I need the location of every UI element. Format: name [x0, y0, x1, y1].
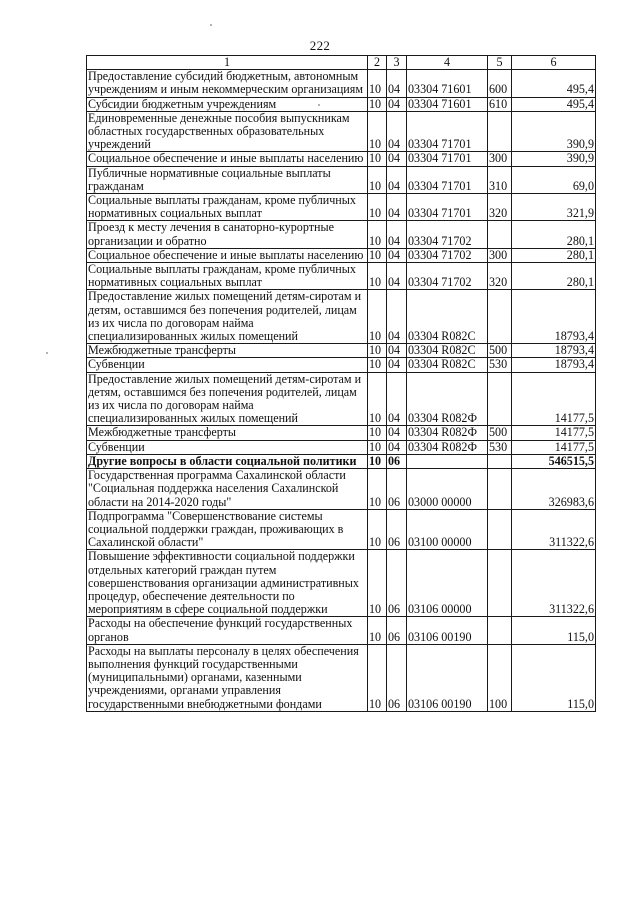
cell-vr: 300 — [488, 248, 512, 262]
cell-pr: 04 — [387, 97, 407, 111]
cell-rz: 10 — [368, 166, 387, 193]
cell-vr: 320 — [488, 263, 512, 290]
cell-sum: 18793,4 — [512, 290, 596, 344]
cell-name: Социальные выплаты гражданам, кроме публичных нормативных социальных выплат — [87, 263, 368, 290]
cell-sum: 115,0 — [512, 644, 596, 711]
table-row — [87, 111, 596, 152]
cell-csr: 03304 71702 — [407, 248, 488, 262]
table-row — [87, 509, 596, 550]
cell-name: Социальное обеспечение и иные выплаты населению — [87, 152, 368, 166]
cell-csr: 03304 71601 — [407, 97, 488, 111]
scan-speck — [318, 104, 320, 106]
cell-rz: 10 — [368, 194, 387, 221]
cell-csr: 03304 R082С — [407, 358, 488, 372]
cell-vr — [488, 290, 512, 344]
cell-csr: 03304 71701 — [407, 111, 488, 152]
cell-vr — [488, 550, 512, 617]
cell-rz: 10 — [368, 550, 387, 617]
cell-vr: 300 — [488, 152, 512, 166]
cell-rz: 10 — [368, 644, 387, 711]
cell-sum: 115,0 — [512, 617, 596, 644]
cell-sum: 390,9 — [512, 111, 596, 152]
cell-rz: 10 — [368, 454, 387, 468]
cell-sum: 18793,4 — [512, 344, 596, 358]
cell-sum: 14177,5 — [512, 426, 596, 440]
table-row — [87, 166, 596, 193]
cell-name: Повышение эффективности социальной поддержки отдельных категорий граждан путем совершенствования организации административных процедур, обеспечение деятельности по мероприятиям в сфере социальной поддержки — [87, 550, 368, 617]
cell-name: Публичные нормативные социальные выплаты гражданам — [87, 166, 368, 193]
cell-sum: 14177,5 — [512, 440, 596, 454]
cell-pr: 04 — [387, 111, 407, 152]
table-row — [87, 344, 596, 358]
cell-sum: 321,9 — [512, 194, 596, 221]
cell-sum: 495,4 — [512, 97, 596, 111]
table-row — [87, 358, 596, 372]
cell-name: Субсидии бюджетным учреждениям — [87, 97, 368, 111]
table-row — [87, 290, 596, 344]
cell-rz: 10 — [368, 290, 387, 344]
cell-vr — [488, 372, 512, 426]
column-header: 2 — [368, 56, 387, 70]
cell-sum: 18793,4 — [512, 358, 596, 372]
column-header: 5 — [488, 56, 512, 70]
cell-rz: 10 — [368, 358, 387, 372]
cell-pr: 04 — [387, 440, 407, 454]
cell-pr: 04 — [387, 166, 407, 193]
cell-sum: 495,4 — [512, 70, 596, 97]
cell-rz: 10 — [368, 70, 387, 97]
cell-vr — [488, 617, 512, 644]
table-row — [87, 617, 596, 644]
cell-sum: 280,1 — [512, 263, 596, 290]
cell-sum: 311322,6 — [512, 550, 596, 617]
cell-name: Межбюджетные трансферты — [87, 344, 368, 358]
cell-name: Межбюджетные трансферты — [87, 426, 368, 440]
cell-vr — [488, 509, 512, 550]
column-header: 4 — [407, 56, 488, 70]
cell-vr: 600 — [488, 70, 512, 97]
cell-rz: 10 — [368, 111, 387, 152]
table-row — [87, 194, 596, 221]
cell-vr: 530 — [488, 358, 512, 372]
cell-rz: 10 — [368, 617, 387, 644]
cell-rz: 10 — [368, 248, 387, 262]
cell-name: Социальное обеспечение и иные выплаты населению — [87, 248, 368, 262]
cell-vr: 310 — [488, 166, 512, 193]
table-row — [87, 372, 596, 426]
cell-pr: 04 — [387, 358, 407, 372]
cell-vr — [488, 454, 512, 468]
scan-speck — [210, 24, 212, 26]
cell-vr: 500 — [488, 344, 512, 358]
cell-name: Подпрограмма "Совершенствование системы социальной поддержки граждан, проживающих в Сахалинской области" — [87, 509, 368, 550]
cell-rz: 10 — [368, 426, 387, 440]
cell-csr: 03304 R082С — [407, 344, 488, 358]
cell-rz: 10 — [368, 344, 387, 358]
cell-pr: 06 — [387, 454, 407, 468]
column-header: 6 — [512, 56, 596, 70]
cell-sum: 14177,5 — [512, 372, 596, 426]
cell-rz: 10 — [368, 509, 387, 550]
cell-csr: 03304 71601 — [407, 70, 488, 97]
cell-rz: 10 — [368, 440, 387, 454]
cell-rz: 10 — [368, 152, 387, 166]
cell-csr: 03106 00190 — [407, 644, 488, 711]
cell-pr: 06 — [387, 617, 407, 644]
cell-csr: 03304 71702 — [407, 263, 488, 290]
table-row — [87, 97, 596, 111]
cell-csr: 03304 R082Ф — [407, 440, 488, 454]
table-row — [87, 440, 596, 454]
cell-csr: 03304 71701 — [407, 166, 488, 193]
cell-name: Социальные выплаты гражданам, кроме публичных нормативных социальных выплат — [87, 194, 368, 221]
cell-pr: 06 — [387, 509, 407, 550]
table-header-row — [87, 56, 596, 70]
cell-csr: 03106 00000 — [407, 550, 488, 617]
cell-csr: 03304 R082Ф — [407, 372, 488, 426]
cell-sum: 69,0 — [512, 166, 596, 193]
cell-pr: 06 — [387, 644, 407, 711]
table-row — [87, 263, 596, 290]
cell-pr: 04 — [387, 194, 407, 221]
cell-name: Проезд к месту лечения в санаторно-курортные организации и обратно — [87, 221, 368, 248]
cell-sum: 326983,6 — [512, 469, 596, 510]
cell-pr: 04 — [387, 290, 407, 344]
cell-pr: 04 — [387, 263, 407, 290]
cell-name: Государственная программа Сахалинской области "Социальная поддержка населения Сахалинской области на 2014-2020 годы" — [87, 469, 368, 510]
cell-csr: 03304 71701 — [407, 194, 488, 221]
cell-pr: 04 — [387, 426, 407, 440]
column-header: 3 — [387, 56, 407, 70]
cell-name: Субвенции — [87, 358, 368, 372]
table-row — [87, 469, 596, 510]
table-row — [87, 248, 596, 262]
table-row — [87, 152, 596, 166]
table-row — [87, 644, 596, 711]
column-header: 1 — [87, 56, 368, 70]
cell-vr — [488, 111, 512, 152]
cell-csr: 03304 R082С — [407, 290, 488, 344]
cell-pr: 04 — [387, 248, 407, 262]
table-row — [87, 221, 596, 248]
cell-pr: 06 — [387, 550, 407, 617]
cell-sum: 546515,5 — [512, 454, 596, 468]
cell-vr: 500 — [488, 426, 512, 440]
cell-pr: 06 — [387, 469, 407, 510]
cell-vr: 610 — [488, 97, 512, 111]
cell-rz: 10 — [368, 221, 387, 248]
budget-table — [86, 55, 596, 712]
table-row — [87, 426, 596, 440]
cell-name: Единовременные денежные пособия выпускникам областных государственных образовательных учреждений — [87, 111, 368, 152]
cell-vr — [488, 221, 512, 248]
cell-name: Расходы на выплаты персоналу в целях обеспечения выполнения функций государственными (муниципальными) органами, казенными учреждениями, органами управления государственными внебюджетными фондами — [87, 644, 368, 711]
cell-sum: 311322,6 — [512, 509, 596, 550]
cell-name: Предоставление жилых помещений детям-сиротам и детям, оставшимся без попечения родителей, лицам из их числа по договорам найма специализированных жилых помещений — [87, 290, 368, 344]
cell-name: Субвенции — [87, 440, 368, 454]
cell-vr — [488, 469, 512, 510]
cell-rz: 10 — [368, 469, 387, 510]
cell-name: Расходы на обеспечение функций государственных органов — [87, 617, 368, 644]
table-row — [87, 550, 596, 617]
cell-csr: 03304 R082Ф — [407, 426, 488, 440]
cell-pr: 04 — [387, 152, 407, 166]
table-row — [87, 70, 596, 97]
cell-sum: 390,9 — [512, 152, 596, 166]
cell-vr: 100 — [488, 644, 512, 711]
cell-pr: 04 — [387, 70, 407, 97]
scan-speck — [46, 352, 48, 354]
page-number: 222 — [309, 38, 331, 53]
cell-rz: 10 — [368, 372, 387, 426]
cell-sum: 280,1 — [512, 221, 596, 248]
cell-name: Предоставление субсидий бюджетным, автономным учреждениям и иным некоммерческим организациям — [87, 70, 368, 97]
cell-csr: 03304 71702 — [407, 221, 488, 248]
cell-vr: 320 — [488, 194, 512, 221]
cell-sum: 280,1 — [512, 248, 596, 262]
cell-csr: 03000 00000 — [407, 469, 488, 510]
cell-name: Другие вопросы в области социальной политики — [87, 454, 368, 468]
cell-vr: 530 — [488, 440, 512, 454]
cell-rz: 10 — [368, 97, 387, 111]
cell-csr — [407, 454, 488, 468]
cell-csr: 03304 71701 — [407, 152, 488, 166]
cell-csr: 03100 00000 — [407, 509, 488, 550]
cell-csr: 03106 00190 — [407, 617, 488, 644]
cell-rz: 10 — [368, 263, 387, 290]
cell-pr: 04 — [387, 221, 407, 248]
cell-pr: 04 — [387, 372, 407, 426]
table-row — [87, 454, 596, 468]
cell-pr: 04 — [387, 344, 407, 358]
cell-name: Предоставление жилых помещений детям-сиротам и детям, оставшимся без попечения родителей, лицам из их числа по договорам найма специализированных жилых помещений — [87, 372, 368, 426]
